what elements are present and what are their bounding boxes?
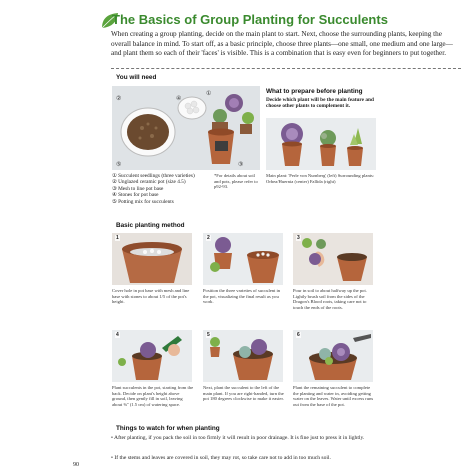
step-number: 2 [207, 235, 210, 241]
watch-bullet: • If the stems and leaves are covered in soil, they may rot, so take care not to add in too much soil. [111, 455, 331, 461]
step-1-photo [112, 233, 192, 285]
method-heading: Basic planting method [116, 222, 185, 229]
supplies-list [112, 173, 212, 205]
prepare-text: Decide which plant will be the main feature and choose other plants to complement it. [266, 97, 374, 110]
step-number: 3 [297, 235, 300, 241]
step-5-caption: Next, plant the succulent to the left of the main plant. If you are right-handed, turn the pot 180 degrees clockwise to make it easier. [203, 385, 284, 402]
svg-text:④: ④ [176, 96, 182, 102]
step-6-photo [293, 330, 373, 382]
step-number: 4 [116, 332, 119, 338]
step-6-caption: Plant the remaining succulent to complete the planting and water in, avoiding getting water on the leaves. Water until excess runs out from the base of the pot. [293, 385, 374, 407]
step-number: 1 [116, 235, 119, 241]
step-2-caption: Position the three varieties of succulent in the pot, visualizing the final result as you work. [203, 288, 281, 305]
supply-item: ① Succulent seedlings (three varieties) [112, 173, 195, 179]
step-number: 6 [297, 332, 300, 338]
supply-item: ④ Stones for pot base [112, 192, 159, 199]
step-number: 5 [207, 332, 210, 338]
watering-image [293, 330, 373, 382]
step-3-photo [293, 233, 373, 285]
svg-text:⑤: ⑤ [116, 162, 122, 168]
prepare-heading: What to prepare before planting [266, 88, 363, 95]
adding-soil-image [293, 233, 373, 285]
step-3-caption: Pour in soil to about halfway up the pot. Lightly brush soil from the sides of the Dragon's Blood roots, taking care not to touch the ends of the roots. [293, 288, 367, 310]
section-divider [111, 68, 461, 69]
supply-item: ⑤ Potting mix for succulents [112, 198, 174, 205]
pot-stones-image [112, 233, 192, 285]
svg-text:①: ① [206, 91, 212, 97]
supply-item: ② Unglazed ceramic pot (size 4.5) [112, 179, 186, 186]
prepare-caption: Main plant: 'Perle von Nurnberg' (left) Surrounding plants: Orbea/Huernia (center) Fallida (right) [266, 173, 375, 184]
intro-paragraph: When creating a group planting, decide on the main plant to start. Next, choose the surrounding plants, keeping the overall balance in mind. To start off, as a basic principle, choose three plants—one small, one medium and one large—and plant them so each of their 'faces' is visible. This is a combination that is easy even for beginners to put together. [111, 30, 453, 58]
page-title: The Basics of Group Planting for Succulents [112, 12, 388, 27]
step-5-photo [203, 330, 283, 382]
step-2-photo [203, 233, 283, 285]
supply-item: ③ Mesh to line pot base [112, 185, 164, 192]
step-4-photo [112, 330, 192, 382]
page-number: 90 [73, 462, 79, 468]
svg-text:②: ② [116, 96, 122, 102]
watch-heading: Things to watch for when planting [116, 425, 220, 432]
arranging-plants-image [203, 233, 283, 285]
svg-text:③: ③ [238, 162, 244, 168]
planting-second-image [203, 330, 283, 382]
main-plants-photo [266, 118, 376, 170]
you-will-need-heading: You will need [116, 74, 157, 81]
supplies-photo [112, 86, 260, 170]
step-4-caption: Plant succulents in the pot, starting from the back. Decide on plant's height above ground, then gently fill in soil, leaving about ⅜" (1.5 cm) of watering space. [112, 385, 194, 407]
planting-first-image [112, 330, 192, 382]
watch-bullet: • After planting, if you pack the soil in too firmly it will result in poor drainage. It is fine just to press it in lightly. [111, 435, 365, 441]
step-1-caption: Cover hole in pot base with mesh and line base with stones to about 1/5 of the pot's height. [112, 288, 190, 305]
supplies-note: *For details about soil and pots, please refer to p92-93. [214, 173, 258, 190]
